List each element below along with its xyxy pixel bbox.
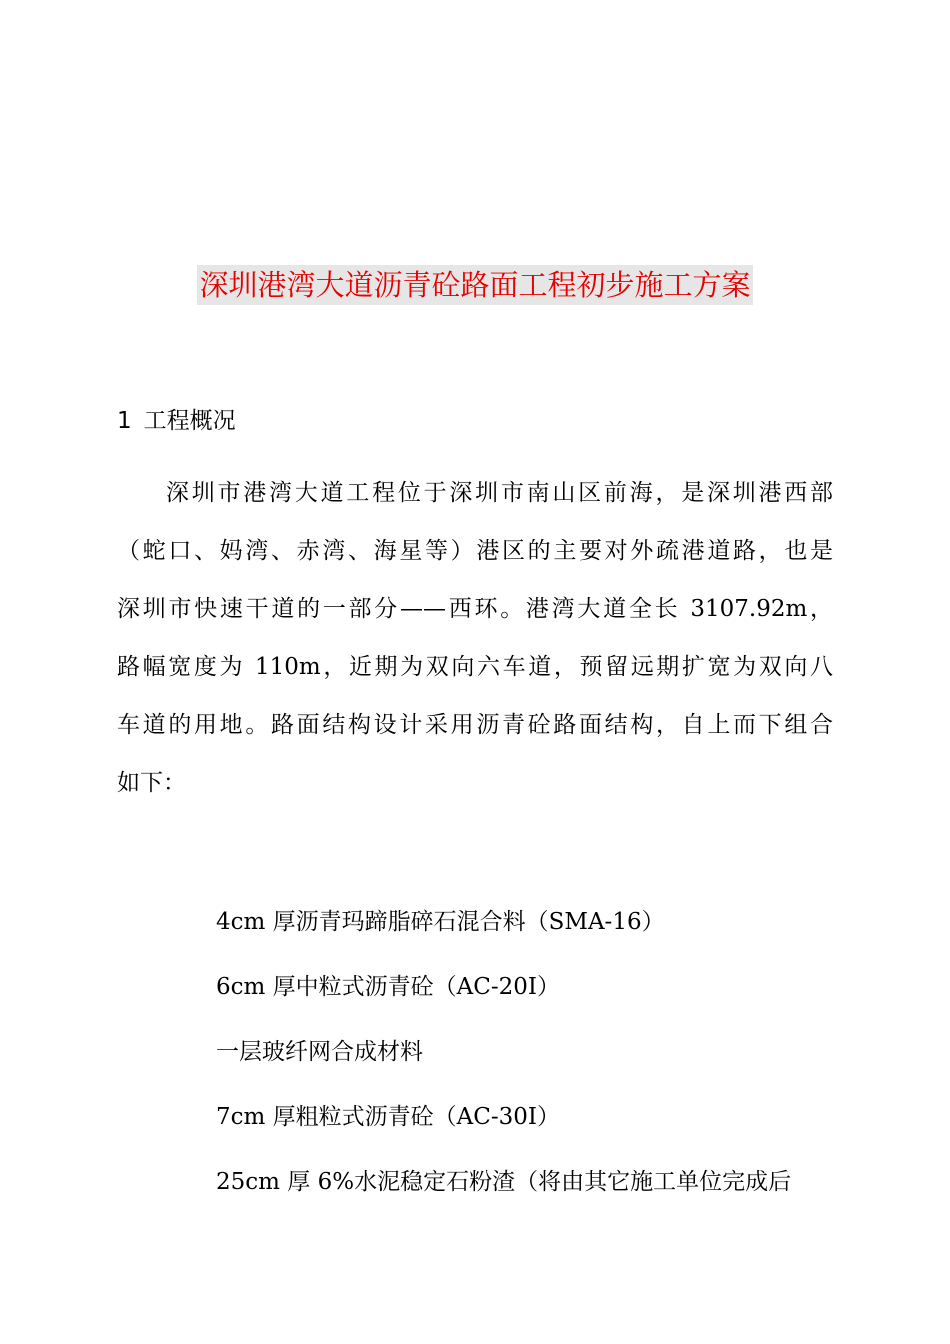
- section-title: 工程概况: [143, 408, 236, 434]
- document-title: 深圳港湾大道沥青砼路面工程初步施工方案: [197, 265, 752, 305]
- paragraph-line: 深圳市快速干道的一部分——西环。港湾大道全长 3107.92m，: [117, 596, 833, 622]
- paragraph-line: （蛇口、妈湾、赤湾、海星等）港区的主要对外疏港道路，也是: [117, 538, 833, 564]
- paragraph-line: 深圳市港湾大道工程位于深圳市南山区前海，是深圳港西部: [166, 480, 833, 506]
- layer-item: 25cm 厚 6%水泥稳定石粉渣（将由其它施工单位完成后: [216, 1169, 792, 1195]
- paragraph-line: 路幅宽度为 110m，近期为双向六车道，预留远期扩宽为双向八: [117, 654, 833, 680]
- layer-item: 一层玻纤网合成材料: [216, 1039, 423, 1065]
- paragraph-line: 如下：: [117, 770, 186, 796]
- document-title-block: [0, 265, 950, 305]
- paragraph-line: 车道的用地。路面结构设计采用沥青砼路面结构，自上而下组合: [117, 712, 833, 738]
- pavement-layer-list: [216, 900, 836, 1225]
- layer-item: 4cm 厚沥青玛蹄脂碎石混合料（SMA-16）: [216, 909, 665, 935]
- layer-item: 7cm 厚粗粒式沥青砼（AC-30I）: [216, 1104, 560, 1130]
- overview-paragraph: [117, 464, 833, 812]
- section-heading: [117, 404, 236, 438]
- layer-item: 6cm 厚中粒式沥青砼（AC-20I）: [216, 974, 560, 1000]
- section-number: 1: [117, 408, 132, 434]
